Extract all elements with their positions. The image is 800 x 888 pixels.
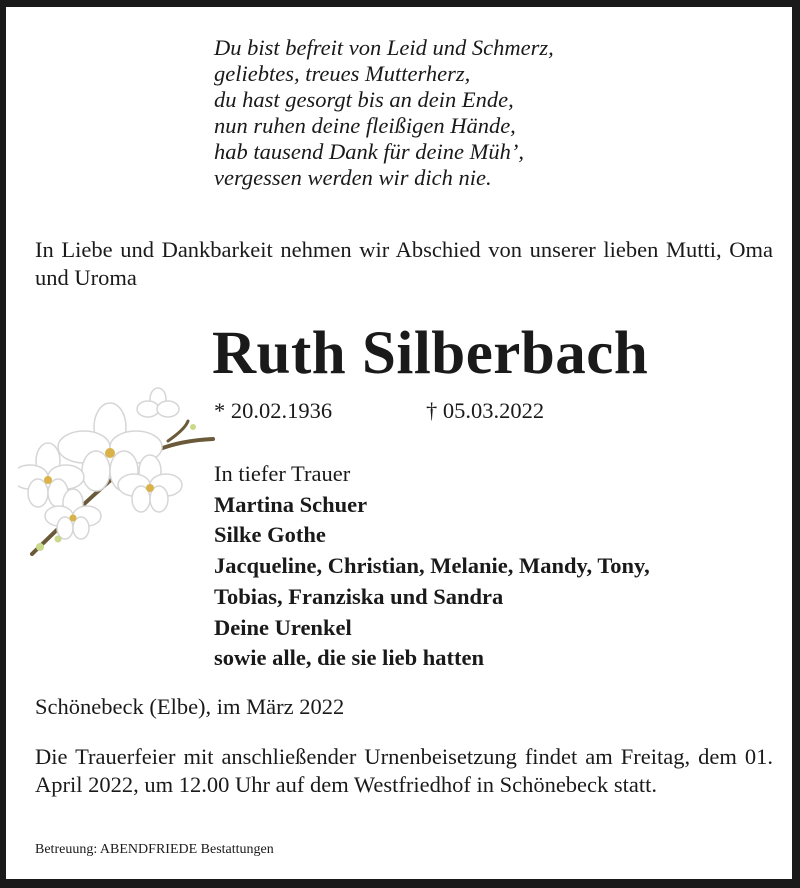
funeral-home-credit: Betreuung: ABENDFRIEDE Bestattungen: [35, 842, 274, 857]
poem-line: du hast gesorgt bis an dein Ende,: [214, 87, 514, 112]
poem-line: vergessen werden wir dich nie.: [214, 165, 492, 190]
poem: [214, 35, 554, 191]
orchid-image: [18, 379, 223, 564]
mourning-lead: In tiefer Trauer: [214, 461, 351, 486]
poem-line: geliebtes, treues Mutterherz,: [214, 61, 471, 86]
intro-text: In Liebe und Dankbarkeit nehmen wir Abschied von unserer lieben Mutti, Oma und Uroma: [35, 237, 773, 290]
mourners-block: [214, 459, 650, 674]
mourner-name: Silke Gothe: [214, 522, 326, 548]
mourner-name: Jacqueline, Christian, Melanie, Mandy, Tony,: [214, 553, 650, 579]
deceased-name: Ruth Silberbach: [212, 320, 649, 387]
place-date: Schönebeck (Elbe), im März 2022: [35, 694, 345, 719]
poem-line: nun ruhen deine fleißigen Hände,: [214, 113, 516, 138]
poem-line: hab tausend Dank für deine Müh’,: [214, 139, 524, 164]
funeral-service-text: Die Trauerfeier mit anschließender Urnenbeisetzung findet am Freitag, dem 01. April 2022, um 12.00 Uhr auf dem Westfriedhof in Schönebeck statt.: [35, 744, 773, 797]
death-date: † 05.03.2022: [426, 398, 545, 423]
mourner-name: Tobias, Franziska und Sandra: [214, 583, 504, 609]
birth-date: * 20.02.1936: [214, 398, 333, 423]
obituary-card: [6, 7, 792, 879]
poem-line: Du bist befreit von Leid und Schmerz,: [214, 35, 554, 60]
mourner-name: Martina Schuer: [214, 491, 368, 517]
mourner-name: sowie alle, die sie lieb hatten: [214, 645, 484, 671]
mourner-name: Deine Urenkel: [214, 614, 352, 640]
